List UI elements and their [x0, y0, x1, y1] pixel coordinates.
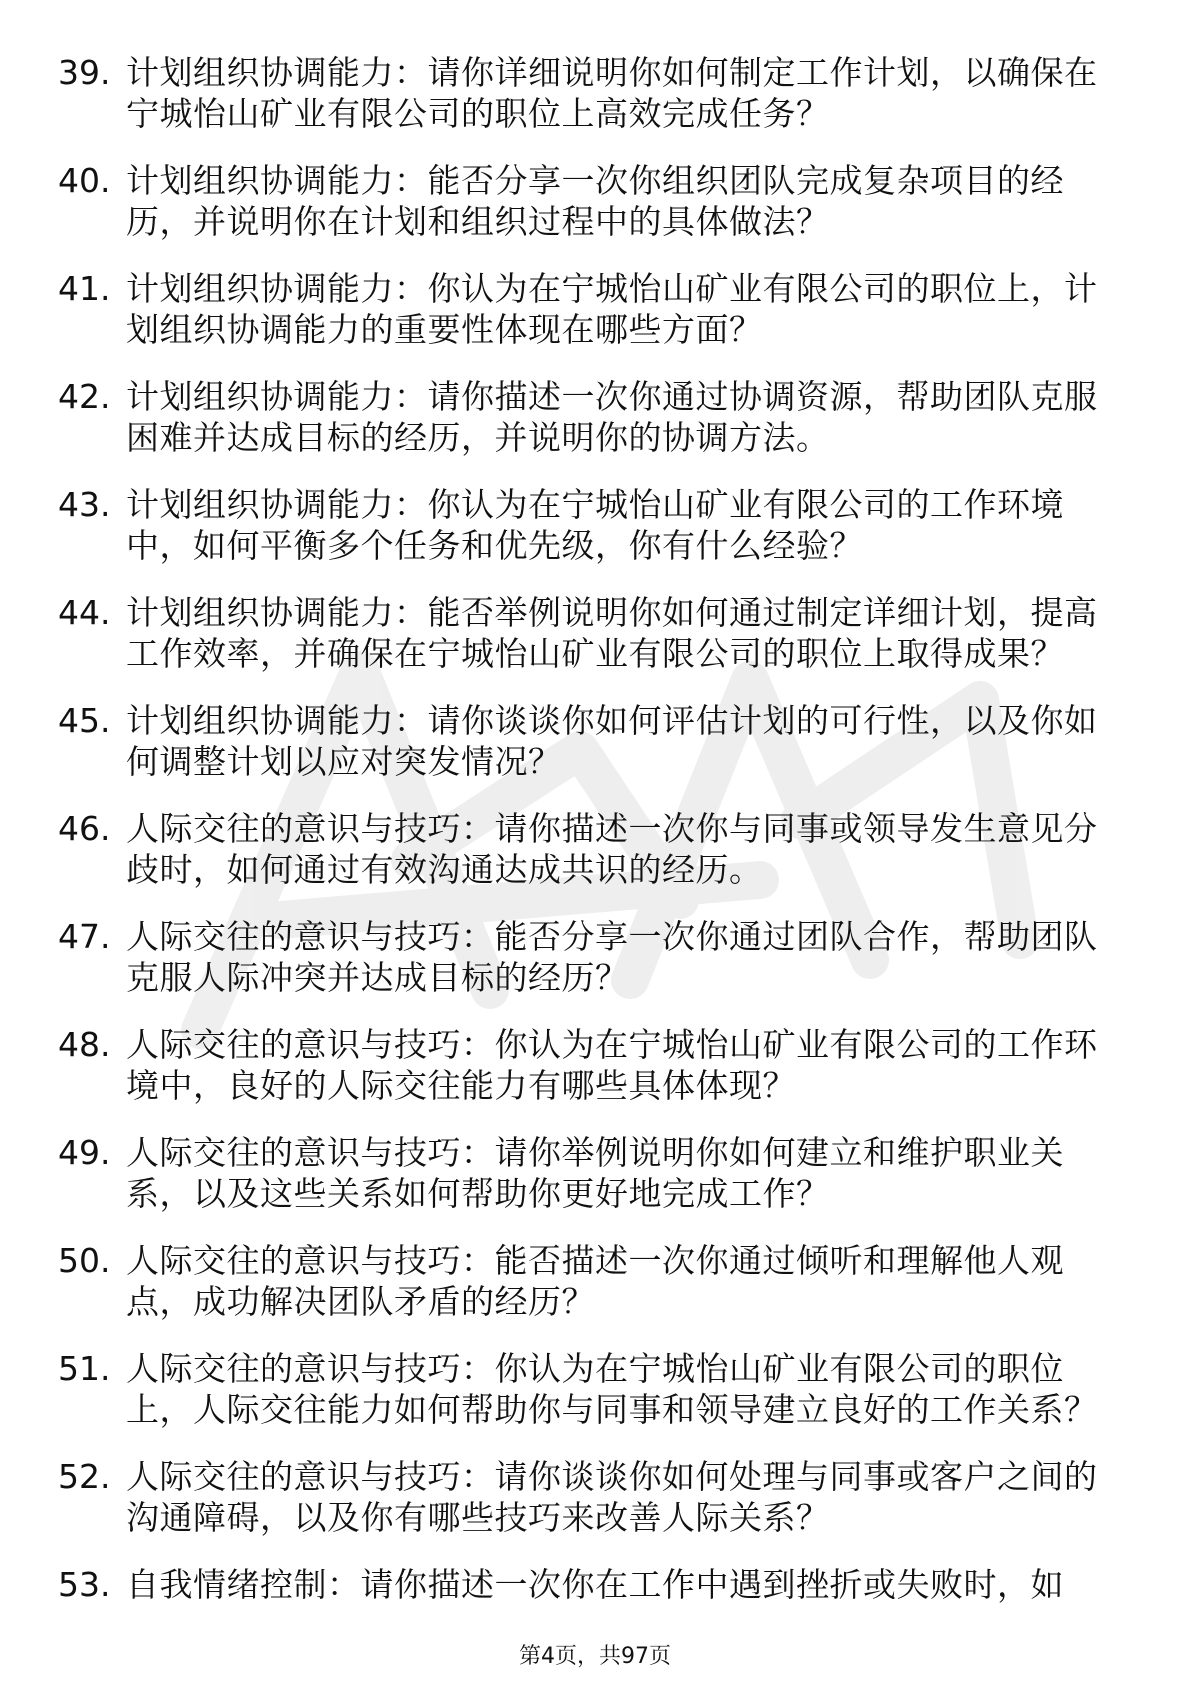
question-item	[0, 700, 1190, 782]
question-list	[0, 52, 1190, 1631]
question-text: 计划组织协调能力：请你谈谈你如何评估计划的可行性，以及你如何调整计划以应对突发情况？	[126, 701, 1098, 781]
question-text: 计划组织协调能力：你认为在宁城怡山矿业有限公司的职位上，计划组织协调能力的重要性体现在哪些方面？	[126, 269, 1098, 349]
question-number: 48.	[58, 1025, 111, 1064]
question-text: 计划组织协调能力：能否举例说明你如何通过制定详细计划，提高工作效率，并确保在宁城怡山矿业有限公司的职位上取得成果？	[126, 593, 1098, 673]
question-number: 52.	[58, 1457, 111, 1496]
question-text: 人际交往的意识与技巧：能否分享一次你通过团队合作，帮助团队克服人际冲突并达成目标的经历？	[126, 917, 1098, 997]
question-number: 41.	[58, 269, 111, 308]
question-item	[0, 1456, 1190, 1538]
question-text: 计划组织协调能力：你认为在宁城怡山矿业有限公司的工作环境中，如何平衡多个任务和优先级，你有什么经验？	[126, 485, 1064, 565]
page-footer: 第4页，共97页	[519, 1644, 671, 1669]
question-item	[0, 808, 1190, 890]
question-item	[0, 268, 1190, 350]
question-number: 45.	[58, 701, 111, 740]
question-item	[0, 52, 1190, 134]
question-item	[0, 1348, 1190, 1430]
question-number: 47.	[58, 917, 111, 956]
question-text: 人际交往的意识与技巧：你认为在宁城怡山矿业有限公司的职位上，人际交往能力如何帮助你与同事和领导建立良好的工作关系？	[126, 1349, 1098, 1429]
question-item	[0, 1024, 1190, 1106]
question-number: 43.	[58, 485, 111, 524]
question-number: 53.	[58, 1565, 111, 1604]
question-text: 人际交往的意识与技巧：请你描述一次你与同事或领导发生意见分歧时，如何通过有效沟通达成共识的经历。	[126, 809, 1098, 889]
question-item	[0, 160, 1190, 242]
question-number: 49.	[58, 1133, 111, 1172]
question-item	[0, 1132, 1190, 1214]
question-number: 40.	[58, 161, 111, 200]
question-text: 自我情绪控制：请你描述一次你在工作中遇到挫折或失败时，如	[126, 1565, 1064, 1604]
question-text: 计划组织协调能力：能否分享一次你组织团队完成复杂项目的经历，并说明你在计划和组织过程中的具体做法？	[126, 161, 1064, 241]
question-number: 51.	[58, 1349, 111, 1388]
question-text: 人际交往的意识与技巧：请你谈谈你如何处理与同事或客户之间的沟通障碍，以及你有哪些技巧来改善人际关系？	[126, 1457, 1098, 1537]
question-item	[0, 376, 1190, 458]
question-number: 42.	[58, 377, 111, 416]
question-text: 计划组织协调能力：请你详细说明你如何制定工作计划，以确保在宁城怡山矿业有限公司的职位上高效完成任务？	[126, 53, 1098, 133]
question-item	[0, 916, 1190, 998]
question-number: 44.	[58, 593, 111, 632]
question-item	[0, 592, 1190, 674]
question-item	[0, 484, 1190, 566]
question-text: 人际交往的意识与技巧：请你举例说明你如何建立和维护职业关系，以及这些关系如何帮助你更好地完成工作？	[126, 1133, 1064, 1213]
question-item	[0, 1564, 1190, 1605]
question-number: 39.	[58, 53, 111, 92]
question-number: 50.	[58, 1241, 111, 1280]
question-text: 计划组织协调能力：请你描述一次你通过协调资源，帮助团队克服困难并达成目标的经历，并说明你的协调方法。	[126, 377, 1098, 457]
question-text: 人际交往的意识与技巧：你认为在宁城怡山矿业有限公司的工作环境中，良好的人际交往能力有哪些具体体现？	[126, 1025, 1098, 1105]
question-number: 46.	[58, 809, 111, 848]
question-text: 人际交往的意识与技巧：能否描述一次你通过倾听和理解他人观点，成功解决团队矛盾的经历？	[126, 1241, 1064, 1321]
question-item	[0, 1240, 1190, 1322]
